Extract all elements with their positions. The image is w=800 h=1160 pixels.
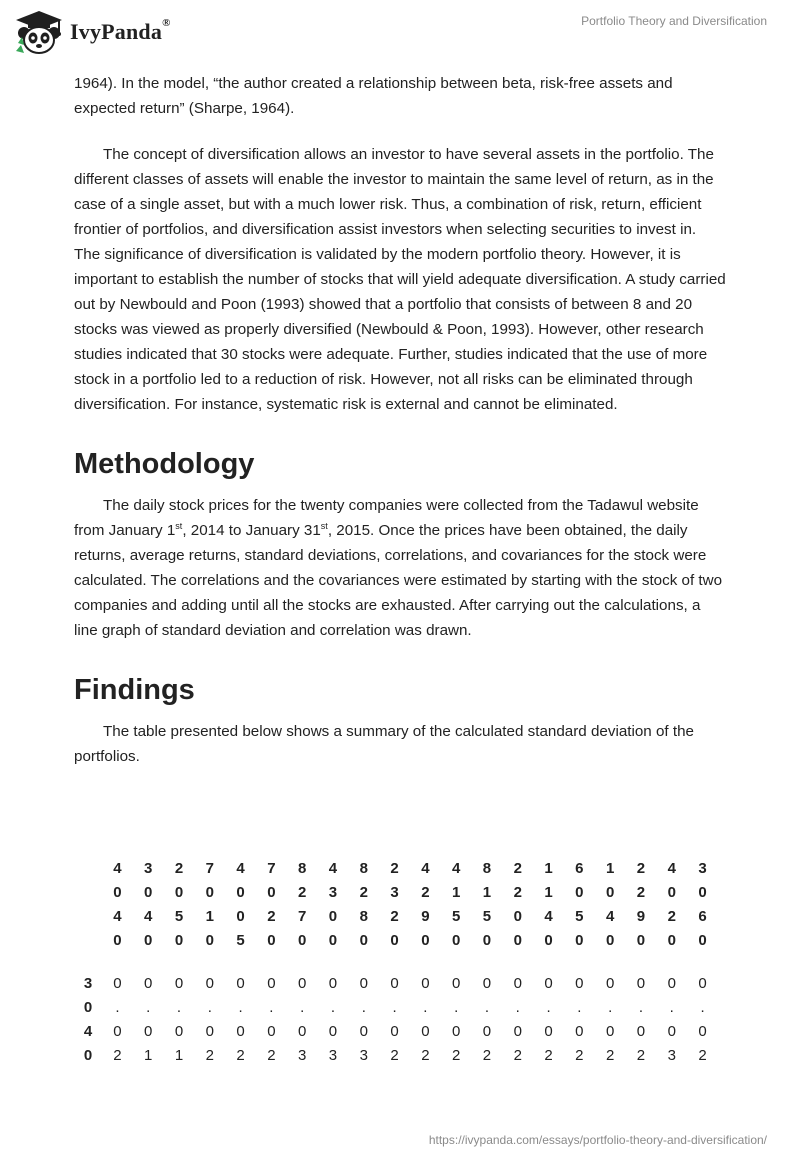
table-cell: 0 xyxy=(113,975,122,992)
table-cell: 0 xyxy=(205,975,214,992)
table-header-cell: 6 xyxy=(698,908,707,925)
table-corner-cell xyxy=(74,857,102,881)
table-cell: 0 xyxy=(174,1023,184,1040)
table-header-cell: 0 xyxy=(513,908,522,925)
table-cell: 0 xyxy=(421,1023,430,1040)
document-title: Portfolio Theory and Diversification xyxy=(581,14,767,28)
table-cell: . xyxy=(608,999,613,1016)
table-spacer xyxy=(441,953,472,972)
table-header-cell: 1 xyxy=(451,884,461,901)
table-cell: . xyxy=(300,999,305,1016)
table-cell: 0 xyxy=(421,975,430,992)
table-cell: 0 xyxy=(267,975,276,992)
table-cell: 0 xyxy=(575,1023,584,1040)
table-header-cell: 4 xyxy=(667,860,676,877)
table-header-cell: 1 xyxy=(544,884,553,901)
table-header-cell: 6 xyxy=(575,860,584,877)
table-cell: 0 xyxy=(174,975,184,992)
table-corner-cell xyxy=(74,929,102,953)
table-row-label: 0 xyxy=(83,1047,93,1064)
table-header-cell: 9 xyxy=(421,908,430,925)
table-header-cell: 4 xyxy=(113,860,122,877)
table-header-cell: 2 xyxy=(174,860,184,877)
table-header-cell: 1 xyxy=(544,860,553,877)
table-header-cell: 5 xyxy=(482,908,492,925)
table-cell: . xyxy=(669,999,674,1016)
table-header-cell: 8 xyxy=(359,908,368,925)
table-spacer xyxy=(194,953,225,972)
table-cell: 1 xyxy=(174,1047,184,1064)
table-header-cell: 4 xyxy=(328,860,338,877)
table-cell: . xyxy=(392,999,397,1016)
table-header-cell: 2 xyxy=(390,860,399,877)
table-header-cell: 0 xyxy=(359,932,368,949)
table-cell: . xyxy=(638,999,644,1016)
table-cell: 0 xyxy=(236,1023,245,1040)
table-cell: 0 xyxy=(513,1023,522,1040)
table-header-cell: 4 xyxy=(113,908,122,925)
brand-logo[interactable] xyxy=(14,9,171,55)
table-cell: . xyxy=(176,999,182,1016)
table-header-cell: 0 xyxy=(636,932,646,949)
table-row-label: 4 xyxy=(83,1023,93,1040)
table-spacer xyxy=(318,953,349,972)
table-header-cell: 0 xyxy=(421,932,430,949)
std-deviation-table xyxy=(74,857,718,1068)
table-cell: . xyxy=(361,999,366,1016)
table-cell: . xyxy=(207,999,212,1016)
table-spacer xyxy=(225,953,256,972)
table-spacer xyxy=(687,953,718,972)
table-cell: 2 xyxy=(421,1047,430,1064)
table-cell: 0 xyxy=(544,975,553,992)
table-header-cell: 2 xyxy=(267,908,276,925)
table-cell: 0 xyxy=(205,1023,214,1040)
table-header-cell: 5 xyxy=(174,908,184,925)
brand-name: IvyPanda® xyxy=(70,17,171,44)
table-header-cell: 0 xyxy=(544,932,553,949)
table-header-cell: 5 xyxy=(451,908,461,925)
table-header-cell: 4 xyxy=(421,860,430,877)
table-header-cell: 0 xyxy=(205,932,214,949)
table-row-label: 3 xyxy=(83,975,93,992)
table-cell: 0 xyxy=(667,975,676,992)
table-cell: 2 xyxy=(575,1047,584,1064)
table-spacer xyxy=(74,953,102,972)
heading-findings: Findings xyxy=(74,674,195,706)
essay-content xyxy=(74,71,726,769)
table-header-cell: 0 xyxy=(205,884,214,901)
table-spacer xyxy=(410,953,441,972)
table-cell: 0 xyxy=(359,975,368,992)
paragraph-findings: The table presented below shows a summary of the calculated standard deviation of the portfolios. xyxy=(74,723,694,765)
table-cell: 3 xyxy=(359,1047,368,1064)
table-header-cell: 0 xyxy=(698,932,707,949)
paragraph-sharpe: 1964). In the model, “the author created a relationship between beta, risk-free assets and expected return” (Sharpe, 1964). xyxy=(74,75,673,117)
table-header-cell: 0 xyxy=(144,932,153,949)
table-cell: 0 xyxy=(298,1023,307,1040)
table-header-cell: 0 xyxy=(667,884,676,901)
table-cell: 0 xyxy=(267,1023,276,1040)
table-cell: 0 xyxy=(482,975,492,992)
table-cell: . xyxy=(700,999,705,1016)
table-header-cell: 0 xyxy=(451,932,461,949)
table-header-cell: 2 xyxy=(390,908,399,925)
table-cell: 3 xyxy=(328,1047,338,1064)
table-cell: 0 xyxy=(605,975,615,992)
table-header-cell: 0 xyxy=(144,884,153,901)
table-cell: 0 xyxy=(236,975,245,992)
table-header-cell: 0 xyxy=(390,932,399,949)
table-spacer xyxy=(472,953,503,972)
table-header-cell: 0 xyxy=(575,932,584,949)
table-header-cell: 2 xyxy=(421,884,430,901)
table-header-cell: 2 xyxy=(513,884,522,901)
table-header-cell: 7 xyxy=(267,860,276,877)
table-header-cell: 0 xyxy=(605,932,615,949)
table-header-cell: 0 xyxy=(113,884,122,901)
table-cell: 0 xyxy=(636,975,646,992)
table-cell: 0 xyxy=(575,975,584,992)
table-spacer xyxy=(564,953,595,972)
table-cell: 0 xyxy=(328,975,338,992)
table-cell: 2 xyxy=(113,1047,122,1064)
table-cell: 0 xyxy=(298,975,307,992)
table-cell: . xyxy=(577,999,582,1016)
table-cell: . xyxy=(454,999,459,1016)
table-header-cell: 0 xyxy=(298,932,307,949)
table-header-cell: 4 xyxy=(451,860,461,877)
table-header-cell: 3 xyxy=(328,884,338,901)
table-cell: 2 xyxy=(205,1047,214,1064)
table-header-cell: 0 xyxy=(236,884,245,901)
panda-logo-icon xyxy=(14,9,64,55)
table-header-cell: 0 xyxy=(174,884,184,901)
table-cell: 0 xyxy=(390,1023,399,1040)
table-spacer xyxy=(656,953,687,972)
table-cell: 3 xyxy=(298,1047,307,1064)
table-cell: . xyxy=(269,999,274,1016)
table-cell: 0 xyxy=(451,1023,461,1040)
table-cell: 0 xyxy=(144,1023,153,1040)
table-cell: 0 xyxy=(698,1023,707,1040)
table-header-cell: 4 xyxy=(236,860,245,877)
table-spacer xyxy=(133,953,164,972)
paragraph-methodology: The daily stock prices for the twenty companies were collected from the Tadawul website from January 1st, 2014 to January 31st, 2015. Once the prices have been obtained, the daily returns, average returns, standard deviations, correlations, and covariances for the stock were calculated. The correlations and the covariances were estimated by starting with the stock of two companies and adding until all the stocks are exhausted. After carrying out the calculations, a line graph of standard deviation and correlation was drawn. xyxy=(74,497,723,639)
table-header-cell: 0 xyxy=(605,884,615,901)
table-header-cell: 2 xyxy=(359,884,368,901)
table-header-cell: 0 xyxy=(667,932,676,949)
table-header-cell: 8 xyxy=(359,860,368,877)
table-cell: . xyxy=(423,999,428,1016)
table-cell: 2 xyxy=(482,1047,492,1064)
table-header-cell: 0 xyxy=(236,908,245,925)
table-header-cell: 1 xyxy=(482,884,492,901)
table-header-cell: 2 xyxy=(636,860,646,877)
table-cell: 2 xyxy=(605,1047,615,1064)
table-spacer xyxy=(379,953,410,972)
table-cell: 0 xyxy=(451,975,461,992)
table-cell: 0 xyxy=(605,1023,615,1040)
table-header-cell: 0 xyxy=(482,932,492,949)
table-cell: 1 xyxy=(144,1047,153,1064)
table-header-cell: 2 xyxy=(513,860,522,877)
table-header-cell: 1 xyxy=(605,860,615,877)
table-cell: 2 xyxy=(636,1047,646,1064)
table-cell: 2 xyxy=(513,1047,522,1064)
table-cell: . xyxy=(515,999,520,1016)
table-header-cell: 0 xyxy=(575,884,584,901)
table-header-cell: 0 xyxy=(698,884,707,901)
table-cell: 3 xyxy=(667,1047,676,1064)
table-header-cell: 4 xyxy=(605,908,615,925)
page-header xyxy=(0,0,800,70)
table-header-cell: 0 xyxy=(513,932,522,949)
table-cell: 0 xyxy=(636,1023,646,1040)
table-header-cell: 5 xyxy=(575,908,584,925)
table-header-cell: 7 xyxy=(298,908,307,925)
table-header-cell: 5 xyxy=(236,932,245,949)
table-cell: . xyxy=(238,999,243,1016)
table-cell: . xyxy=(330,999,336,1016)
table-header-cell: 8 xyxy=(298,860,307,877)
table-header-cell: 2 xyxy=(667,908,676,925)
table-header-cell: 3 xyxy=(390,884,399,901)
table-cell: 2 xyxy=(698,1047,707,1064)
heading-methodology: Methodology xyxy=(74,448,255,480)
table-header-cell: 9 xyxy=(636,908,646,925)
table-cell: . xyxy=(146,999,151,1016)
table-spacer xyxy=(102,953,133,972)
table-cell: 0 xyxy=(113,1023,122,1040)
table-header-cell: 0 xyxy=(328,908,338,925)
table-cell: 0 xyxy=(328,1023,338,1040)
table-cell: 0 xyxy=(544,1023,553,1040)
table-cell: 2 xyxy=(544,1047,553,1064)
table-spacer xyxy=(533,953,564,972)
table-spacer xyxy=(626,953,657,972)
table-cell: 2 xyxy=(390,1047,399,1064)
table-header-cell: 3 xyxy=(144,860,153,877)
table-corner-cell xyxy=(74,881,102,905)
table-header-cell: 2 xyxy=(636,884,646,901)
table-header-cell: 0 xyxy=(267,932,276,949)
table-cell: . xyxy=(115,999,120,1016)
table-header-cell: 4 xyxy=(544,908,553,925)
table-cell: 0 xyxy=(359,1023,368,1040)
table-spacer xyxy=(287,953,318,972)
table-header-cell: 0 xyxy=(328,932,338,949)
table-corner-cell xyxy=(74,905,102,929)
table-cell: 2 xyxy=(236,1047,245,1064)
table-cell: 0 xyxy=(482,1023,492,1040)
table-header-cell: 0 xyxy=(267,884,276,901)
table-spacer xyxy=(595,953,626,972)
table-cell: 0 xyxy=(144,975,153,992)
table-cell: . xyxy=(484,999,490,1016)
table-cell: 2 xyxy=(267,1047,276,1064)
table-cell: 0 xyxy=(390,975,399,992)
table-header-cell: 3 xyxy=(698,860,707,877)
table-header-cell: 0 xyxy=(174,932,184,949)
source-url[interactable]: https://ivypanda.com/essays/portfolio-theory-and-diversification/ xyxy=(428,1133,767,1147)
table-spacer xyxy=(502,953,533,972)
table-spacer xyxy=(256,953,287,972)
table-spacer xyxy=(348,953,379,972)
table-cell: . xyxy=(546,999,551,1016)
table-cell: 0 xyxy=(667,1023,676,1040)
paragraph-diversification: The concept of diversification allows an investor to have several assets in the portfolio. The different classes of assets will enable the investor to maintain the same level of return, as in the case of a single asset, but with a much lower risk. Thus, a combination of risk, return, efficient frontier of portfolios, and diversification assist investors when selecting securities to invest in. The significance of diversification is validated by the modern portfolio theory. However, it is important to establish the number of stocks that will yield adequate diversification. A study carried out by Newbould and Poon (1993) showed that a portfolio that consists of between 8 and 20 stocks was viewed as properly diversified (Newbould & Poon, 1993). However, other research studies indicated that 30 stocks were adequate. Further, studies indicated that the use of more stock in a portfolio led to a reduction of risk. However, not all risks can be eliminated through diversification. For instance, systematic risk is external and cannot be eliminated. xyxy=(74,146,726,413)
table-header-cell: 1 xyxy=(205,908,214,925)
table-cell: 0 xyxy=(698,975,707,992)
table-header-cell: 7 xyxy=(205,860,214,877)
table-cell: 0 xyxy=(513,975,522,992)
table-header-cell: 0 xyxy=(113,932,122,949)
table-header-cell: 8 xyxy=(482,860,492,877)
table-header-cell: 4 xyxy=(144,908,153,925)
table-row-label: 0 xyxy=(83,999,93,1016)
table-cell: 2 xyxy=(451,1047,461,1064)
table-header-cell: 2 xyxy=(298,884,307,901)
table-spacer xyxy=(164,953,195,972)
